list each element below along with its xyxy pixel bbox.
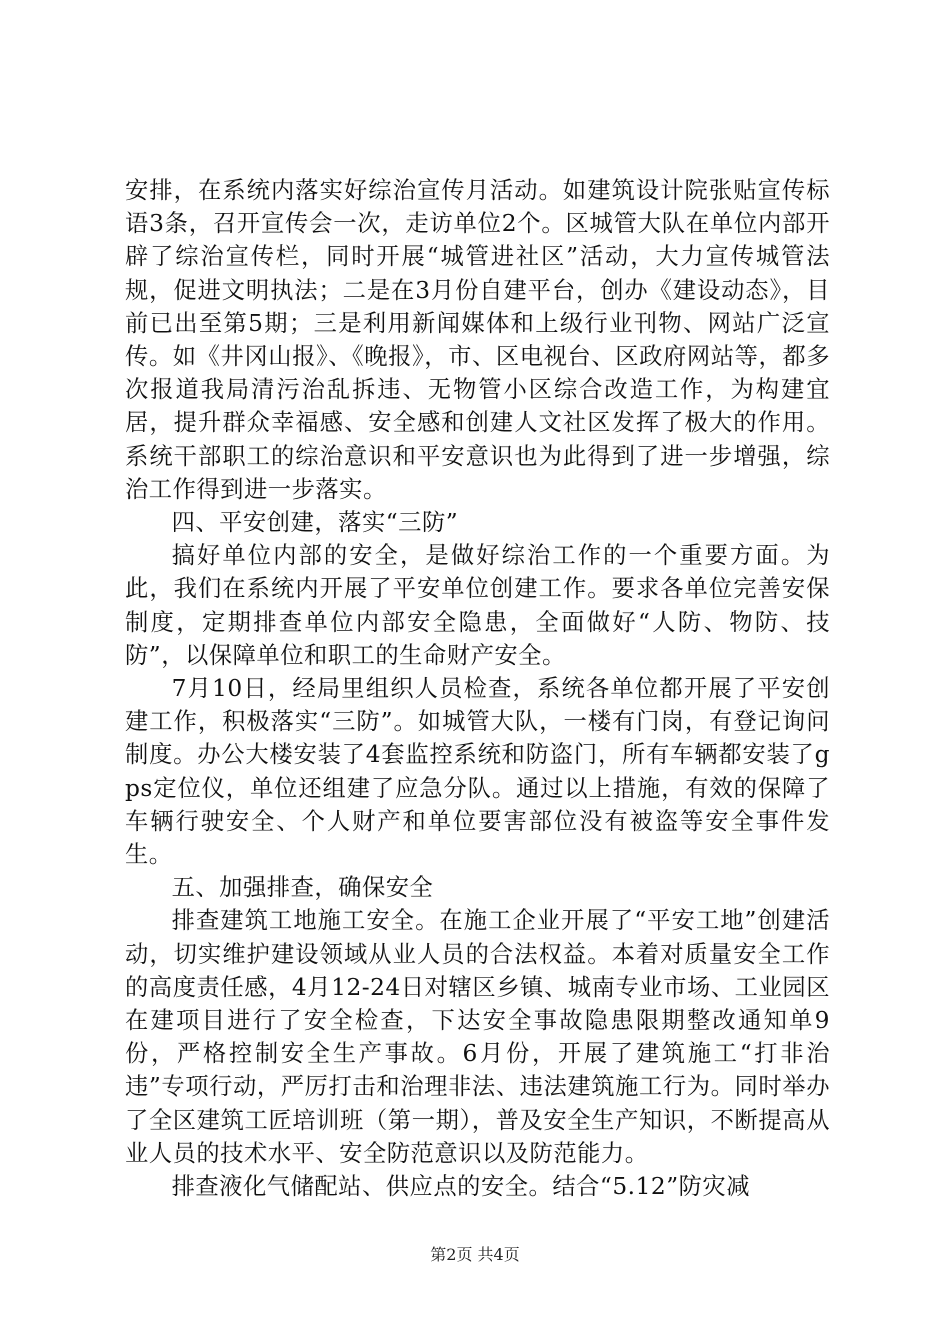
section-heading-4: 四、平安创建，落实“三防” <box>171 509 459 537</box>
paragraph: 排查液化气储配站、供应点的安全。结合“5.12”防灾减 <box>171 1173 751 1201</box>
paragraph: 7月10日，经局里组织人员检查，系统各单位都开展了平安创建工作，积极落实“三防”。如城管大队，一楼有门岗，有登记询问制度。办公大楼安装了4套监控系统和防盗门，所有车辆都安装了gps定位仪，单位还组建了应急分队。通过以上措施，有效的保障了车辆行驶安全、个人财产和单位要害部位没有被盗等安全事件发生。 <box>125 675 830 869</box>
page-number-label: 第2页 共4页 <box>430 1245 520 1264</box>
section-heading-5: 五、加强排查，确保安全 <box>171 874 434 902</box>
page-footer <box>0 1245 950 1265</box>
paragraph: 排查建筑工地施工安全。在施工企业开展了“平安工地”创建活动，切实维护建设领域从业人员的合法权益。本着对质量安全工作的高度责任感，4月12-24日对辖区乡镇、城南专业市场、工业园区在建项目进行了安全检查，下达安全事故隐患限期整改通知单9份，严格控制安全生产事故。6月份，开展了建筑施工“打非治违”专项行动，严厉打击和治理非法、违法建筑施工行为。同时举办了全区建筑工匠培训班（第一期），普及安全生产知识，不断提高从业人员的技术水平、安全防范意识以及防范能力。 <box>125 907 830 1167</box>
paragraph-continuation: 安排，在系统内落实好综治宣传月活动。如建筑设计院张贴宣传标语3条，召开宣传会一次，走访单位2个。区城管大队在单位内部开辟了综治宣传栏，同时开展“城管进社区”活动，大力宣传城管法规，促进文明执法；二是在3月份自建平台，创办《建设动态》，目前已出至第5期；三是利用新闻媒体和上级行业刊物、网站广泛宣传。如《井冈山报》、《晚报》，市、区电视台、区政府网站等，都多次报道我局清污治乱拆违、无物管小区综合改造工作，为构建宜居，提升群众幸福感、安全感和创建人文社区发挥了极大的作用。系统干部职工的综治意识和平安意识也为此得到了进一步增强，综治工作得到进一步落实。 <box>125 177 830 503</box>
paragraph: 搞好单位内部的安全，是做好综治工作的一个重要方面。为此，我们在系统内开展了平安单位创建工作。要求各单位完善安保制度，定期排查单位内部安全隐患，全面做好“人防、物防、技防”，以保障单位和职工的生命财产安全。 <box>125 542 830 669</box>
document-body <box>125 174 830 1203</box>
